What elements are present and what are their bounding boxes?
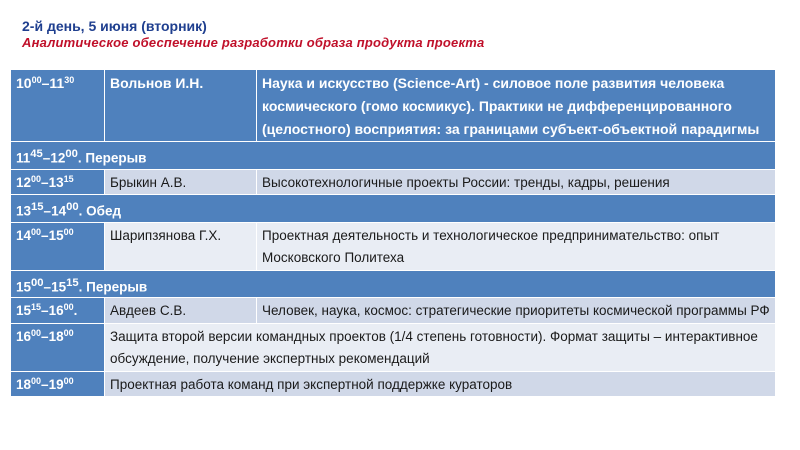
schedule-row — [11, 298, 776, 324]
break-row — [11, 195, 776, 223]
schedule-table — [10, 69, 776, 397]
slide-header — [22, 18, 484, 51]
break-cell: $11^{45}-12^{00}$. Перерыв — [11, 142, 776, 170]
topic-cell: Защита второй версии командных проектов (1/4 степень готовности). Формат защиты – интерактивное обсуждение, получение экспертных рекомендаций — [105, 323, 776, 371]
time-cell: $16^{00}-18^{00}$ — [11, 323, 105, 371]
section-subtitle: Аналитическое обеспечение разработки образа продукта проекта — [22, 35, 485, 50]
day-title: 2-й день, 5 июня (вторник) — [22, 18, 207, 34]
topic-cell: Проектная работа команд при экспертной поддержке кураторов — [105, 371, 776, 397]
topic-cell: Наука и искусство (Science-Art) - силовое поле развития человека космического (гомо космикус). Практики не дифференцированного (целостного) восприятия: за границами субъект-объектной парадигмы — [257, 70, 776, 142]
break-row — [11, 270, 776, 298]
time-cell: $12^{00}-13^{15}$ — [11, 169, 105, 195]
break-cell: $15^{00}-15^{15}$. Перерыв — [11, 270, 776, 298]
schedule-row — [11, 70, 776, 142]
topic-cell: Человек, наука, космос: стратегические приоритеты космической программы РФ — [257, 298, 776, 324]
topic-cell: Проектная деятельность и технологическое предпринимательство: опыт Московского Политеха — [257, 222, 776, 270]
schedule-row — [11, 371, 776, 397]
schedule-row — [11, 169, 776, 195]
break-cell: $13^{15}-14^{00}$. Обед — [11, 195, 776, 223]
speaker-cell: Вольнов И.Н. — [105, 70, 257, 142]
topic-cell: Высокотехнологичные проекты России: тренды, кадры, решения — [257, 169, 776, 195]
time-cell: $14^{00}-15^{00}$ — [11, 222, 105, 270]
time-cell: $15^{15}-16^{00}$. — [11, 298, 105, 324]
time-cell: $10^{00}-11^{30}$ — [11, 70, 105, 142]
schedule-row — [11, 222, 776, 270]
speaker-cell: Шарипзянова Г.Х. — [105, 222, 257, 270]
speaker-cell: Брыкин А.В. — [105, 169, 257, 195]
speaker-cell: Авдеев С.В. — [105, 298, 257, 324]
schedule-row — [11, 323, 776, 371]
break-row — [11, 142, 776, 170]
time-cell: $18^{00}-19^{00}$ — [11, 371, 105, 397]
